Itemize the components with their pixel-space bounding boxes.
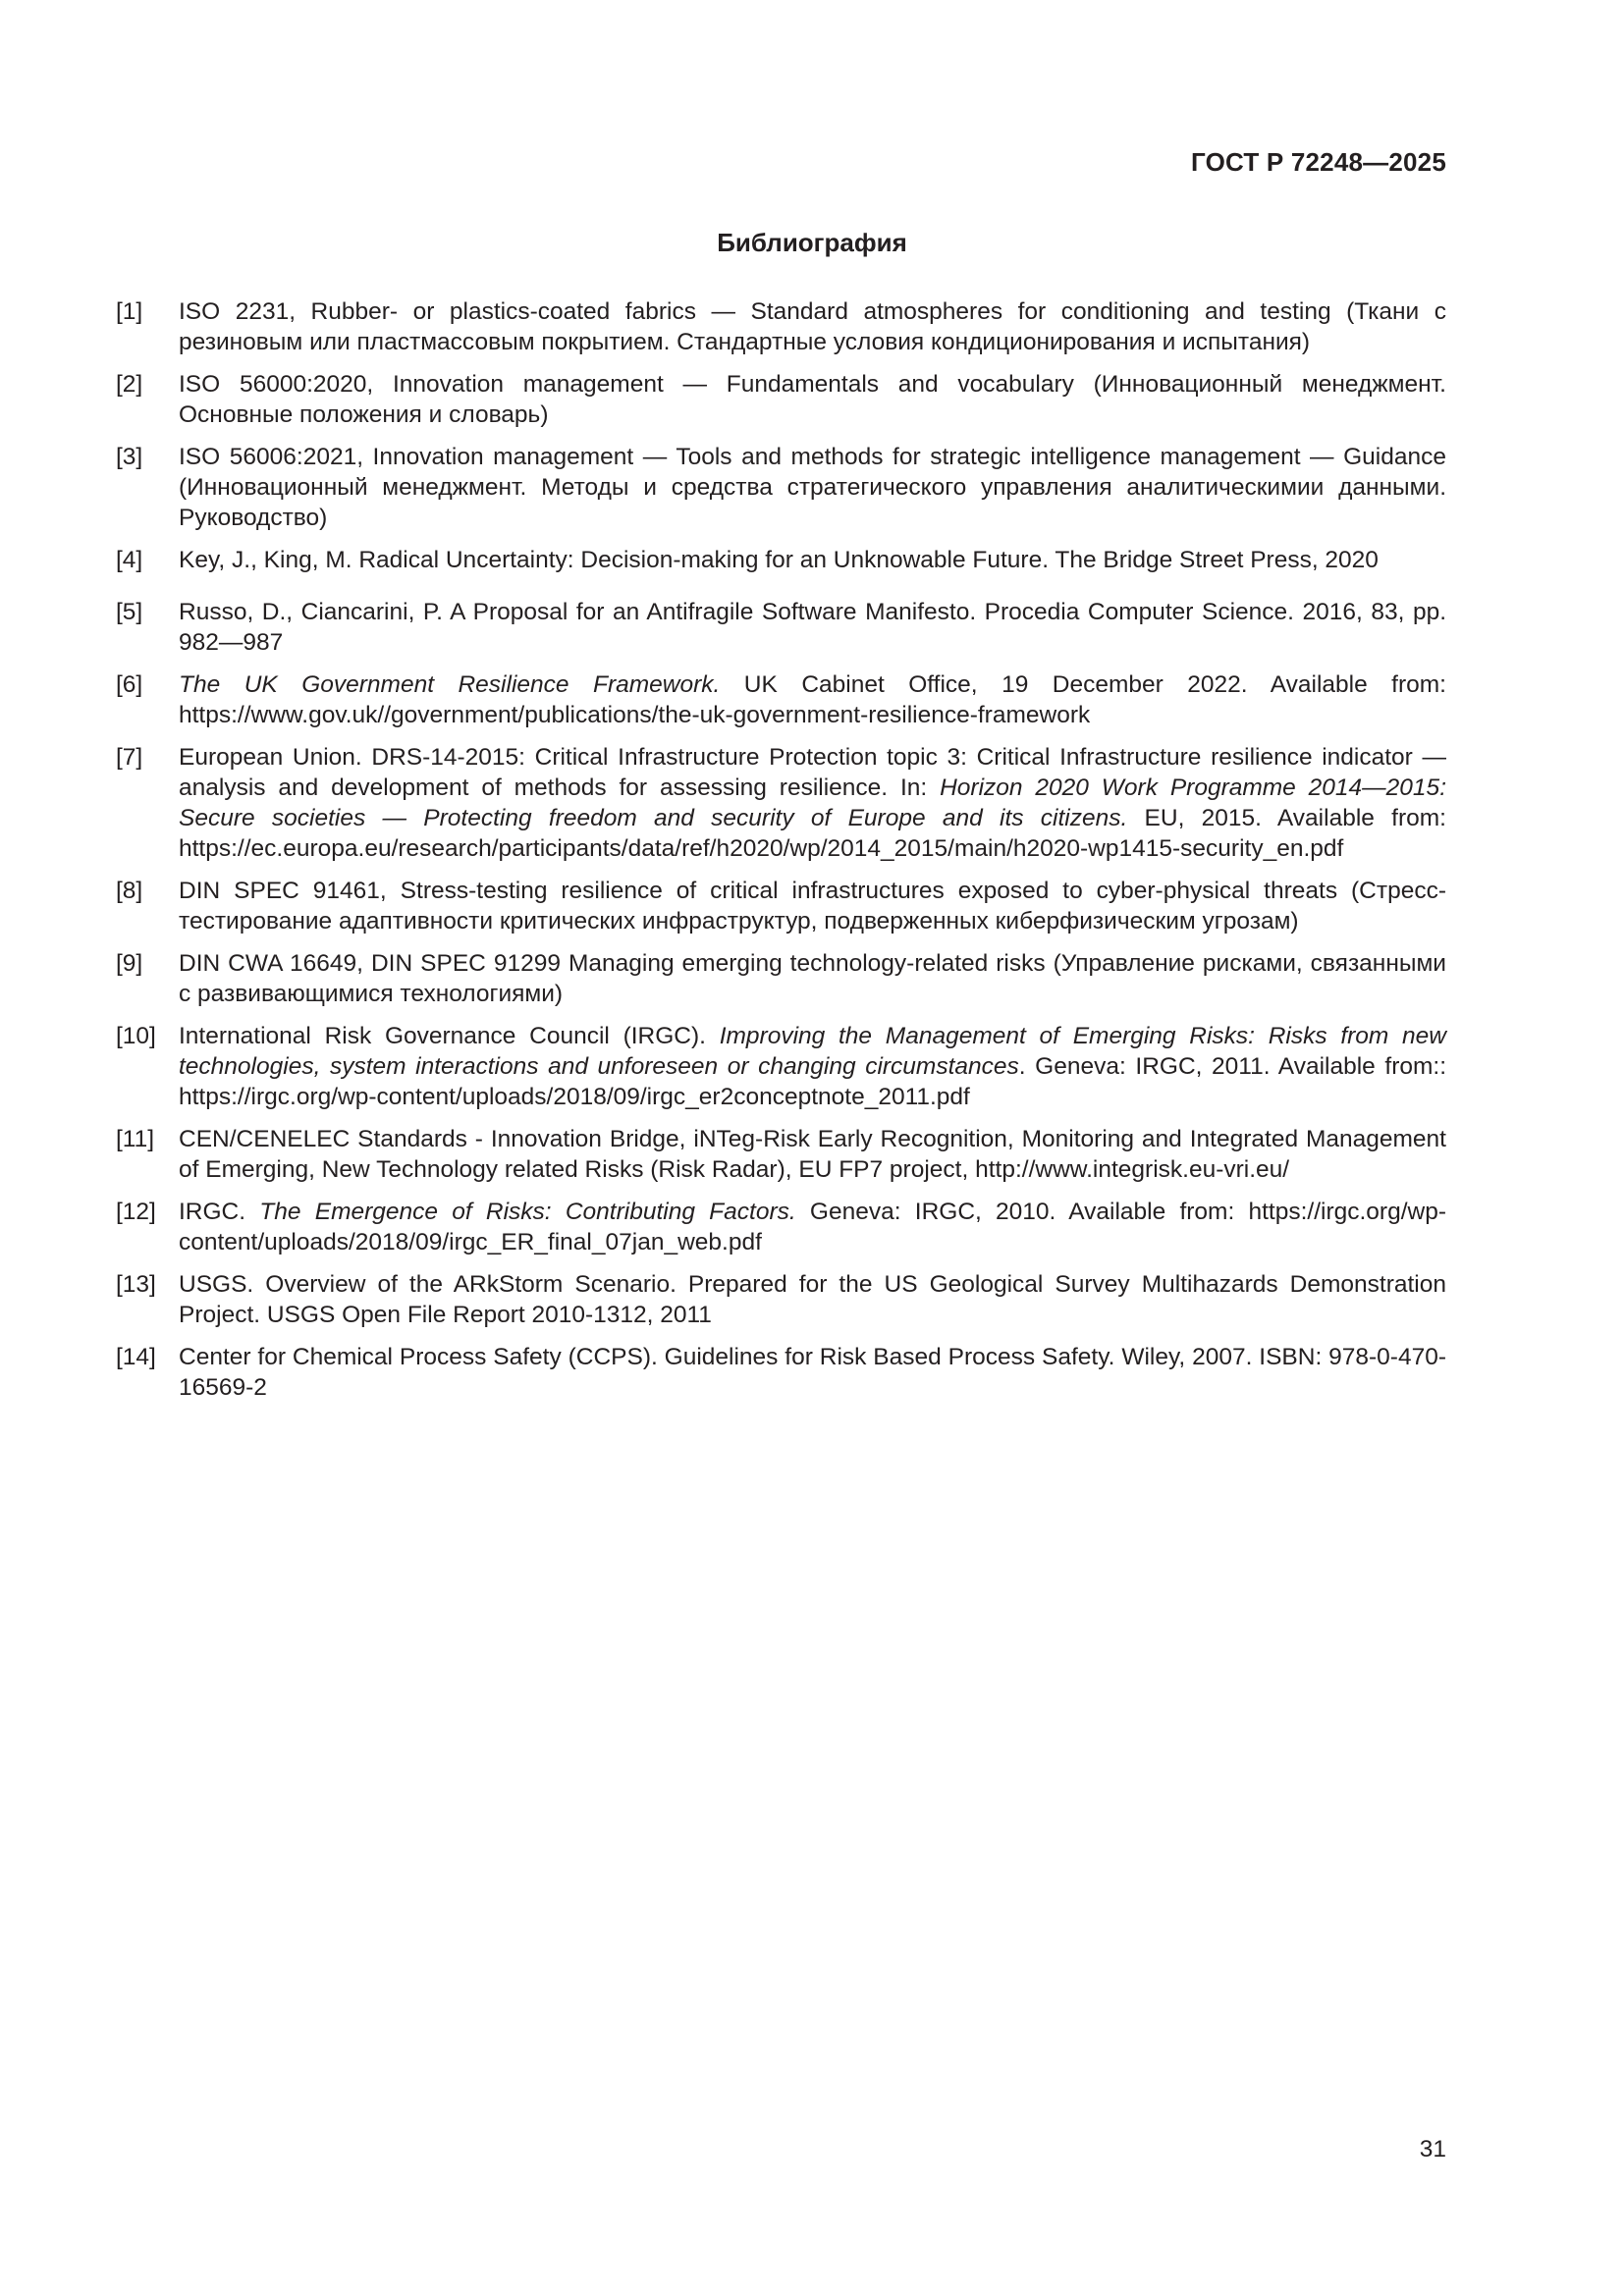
reference-text: USGS. Overview of the ARkStorm Scenario. Prepared for the US Geological Survey Multihazards Demonstration Project. USGS Open File Report 2010-1312, 2011 <box>179 1271 1446 1328</box>
bibliography-item <box>116 1269 1446 1330</box>
bibliography-item <box>116 545 1446 575</box>
reference-number: [2] <box>116 371 143 398</box>
reference-text-part: International Risk Governance Council (IRGC). <box>179 1023 720 1049</box>
bibliography-item <box>116 742 1446 864</box>
reference-number: [14] <box>116 1344 156 1370</box>
bibliography-item <box>116 876 1446 936</box>
bibliography-item <box>116 669 1446 730</box>
reference-text: ISO 2231, Rubber- or plastics-coated fabrics — Standard atmospheres for conditioning and testing (Ткани с резиновым или пластмассовым покрытием. Стандартные условия кондиционирования и испытания) <box>179 298 1446 355</box>
reference-text-part: Geneva: IRGC, 2010. Available from: https://irgc.org/wp-content/uploads/2018/09/irgc_ER_final_07jan_web.pdf <box>179 1199 1447 1255</box>
reference-text <box>179 669 1446 730</box>
reference-number: [3] <box>116 444 143 470</box>
reference-number: [12] <box>116 1199 156 1225</box>
reference-text-part: IRGC. <box>179 1199 260 1225</box>
reference-text: Key, J., King, M. Radical Uncertainty: Decision-making for an Unknowable Future. The Bridge Street Press, 2020 <box>179 547 1379 573</box>
reference-text: ISO 56000:2020, Innovation management — Fundamentals and vocabulary (Инновационный менеджмент. Основные положения и словарь) <box>179 371 1446 428</box>
reference-text: ISO 56006:2021, Innovation management — Tools and methods for strategic intelligence management — Guidance (Инновационный менеджмент. Методы и средства стратегического управления аналитическимии данными. Руководство) <box>179 444 1446 531</box>
page-title: Библиография <box>717 228 907 257</box>
reference-italic-title: Horizon 2020 Work Programme 2014—2015: Secure societies — Protecting freedom and security of Europe and its citizens. <box>179 774 1446 831</box>
reference-text: DIN SPEC 91461, Stress-testing resilience of critical infrastructures exposed to cyber-physical threats (Стресс-тестирование адаптивности критических инфраструктур, подверженных киберфизическим угрозам) <box>179 878 1446 934</box>
reference-number: [8] <box>116 878 143 904</box>
bibliography-item <box>116 597 1446 658</box>
bibliography-item <box>116 1342 1446 1403</box>
reference-number: [5] <box>116 599 143 625</box>
reference-number: [9] <box>116 950 143 977</box>
reference-number: [7] <box>116 744 143 771</box>
reference-number: [4] <box>116 547 143 573</box>
bibliography-item <box>116 1021 1446 1112</box>
reference-number: [6] <box>116 671 143 698</box>
reference-italic-title: The UK Government Resilience Framework. <box>179 671 721 698</box>
bibliography-item <box>116 948 1446 1009</box>
reference-text: Center for Chemical Process Safety (CCPS). Guidelines for Risk Based Process Safety. Wiley, 2007. ISBN: 978-0-470-16569-2 <box>179 1344 1446 1401</box>
bibliography-item <box>116 1124 1446 1185</box>
bibliography-list <box>116 296 1446 1415</box>
reference-italic-title: Improving the Management of Emerging Risks: Risks from new technologies, system interactions and unforeseen or changing circumstances <box>179 1023 1446 1080</box>
page-number: 31 <box>1419 2136 1446 2163</box>
reference-text: CEN/CENELEC Standards - Innovation Bridge, iNTeg-Risk Early Recognition, Monitoring and Integrated Management of Emerging, New Technology related Risks (Risk Radar), EU FP7 project, http://www.integrisk.eu-vri.eu/ <box>179 1126 1446 1183</box>
reference-number: [10] <box>116 1023 156 1049</box>
reference-text <box>179 742 1446 864</box>
reference-text-part: European Union. DRS-14-2015: Critical Infrastructure Protection topic 3: Critical Infrastructure resilience indicator — analysis and development of methods for assessing resilience. In: <box>179 744 1446 801</box>
bibliography-item <box>116 369 1446 430</box>
reference-number: [1] <box>116 298 143 325</box>
reference-number: [11] <box>116 1126 155 1152</box>
reference-text: DIN CWA 16649, DIN SPEC 91299 Managing emerging technology-related risks (Управление рисками, связанными с развивающимися технологиями) <box>179 950 1446 1007</box>
bibliography-item <box>116 1197 1446 1257</box>
reference-text: Russo, D., Ciancarini, P. A Proposal for an Antifragile Software Manifesto. Procedia Computer Science. 2016, 83, pp. 982—987 <box>179 599 1446 656</box>
reference-number: [13] <box>116 1271 156 1298</box>
bibliography-item <box>116 442 1446 533</box>
reference-text-part: UK Cabinet Office, 19 December 2022. Available from: https://www.gov.uk//government/publications/the-uk-government-resilience-framework <box>179 671 1446 728</box>
bibliography-item <box>116 296 1446 357</box>
reference-text <box>179 1021 1446 1112</box>
reference-italic-title: The Emergence of Risks: Contributing Factors. <box>259 1199 796 1225</box>
reference-text-part: . Geneva: IRGC, 2011. Available from:: https://irgc.org/wp-content/uploads/2018/09/irgc_er2conceptnote_2011.pdf <box>179 1053 1446 1110</box>
document-code: ГОСТ Р 72248—2025 <box>1191 147 1446 177</box>
reference-text <box>179 1197 1446 1257</box>
reference-text-part: EU, 2015. Available from: https://ec.europa.eu/research/participants/data/ref/h2020/wp/2014_2015/main/h2020-wp1415-security_en.pdf <box>179 805 1446 862</box>
